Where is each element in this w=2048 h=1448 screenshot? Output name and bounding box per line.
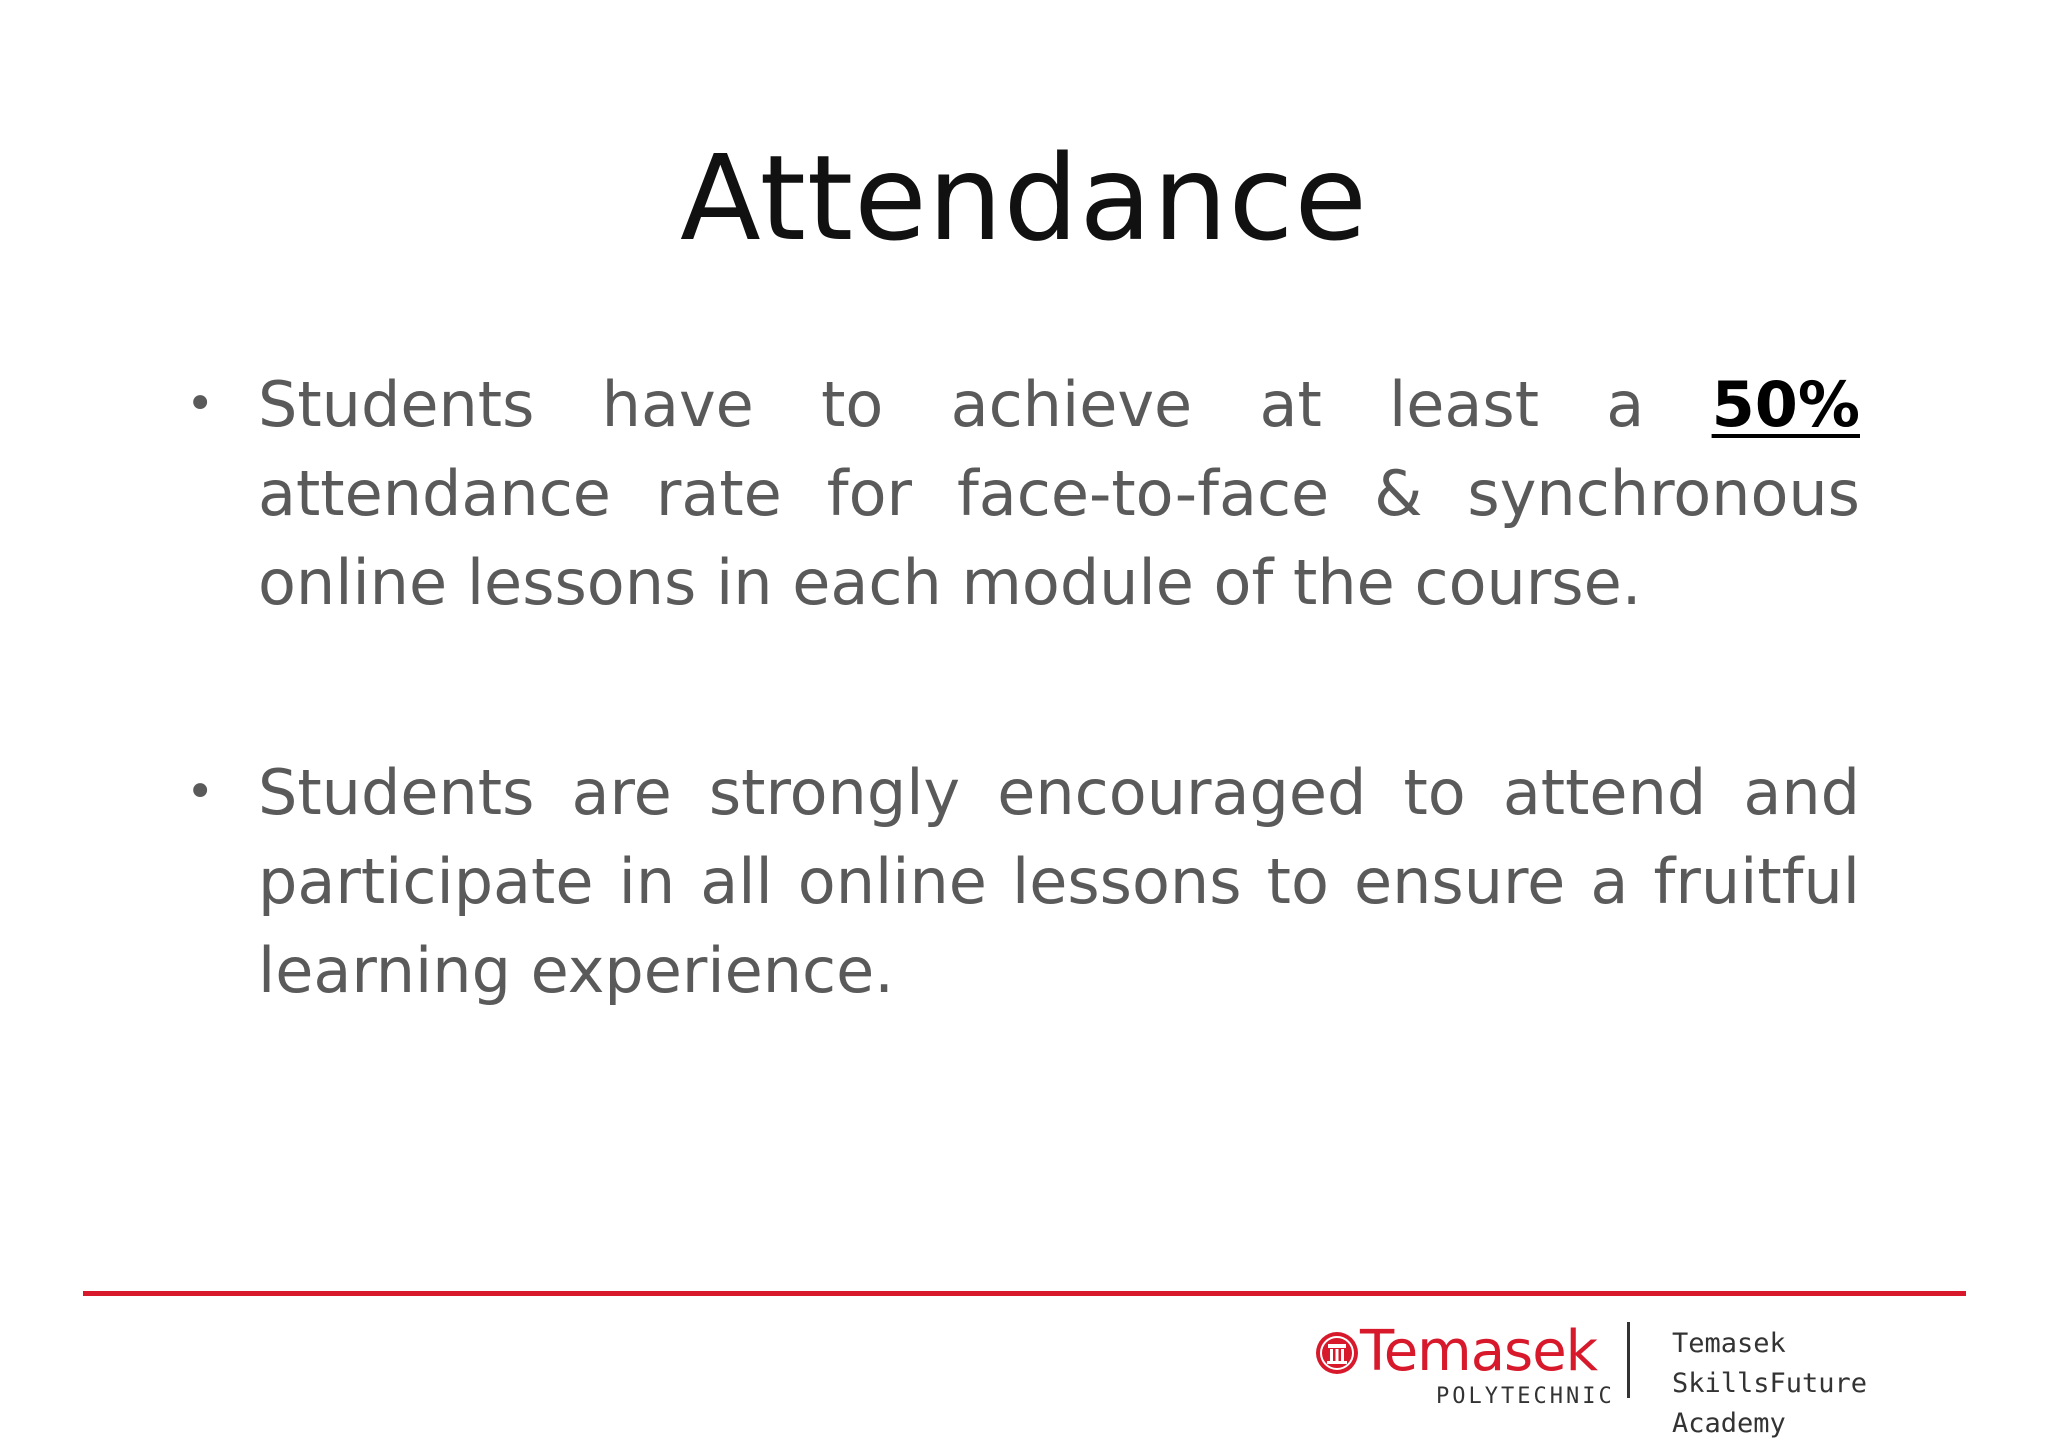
bullet-list [180, 360, 1860, 1015]
slide-title: Attendance [679, 129, 1369, 267]
bullet-text: Students are strongly encouraged to attend and participate in all online lessons to ensure a fruitful learning experience. [258, 756, 1860, 1007]
temasek-logo [1310, 1319, 1970, 1439]
bullet-marker: • [186, 376, 215, 432]
bullet-text-end: attendance rate for face-to-face & synchronous online lessons in each module of the course. [258, 457, 1860, 619]
attendance-percentage: 50% [1711, 368, 1860, 441]
bullet-item-participation [180, 748, 1860, 1015]
bullet-text-start: Students have to achieve at least a [258, 368, 1712, 441]
temasek-emblem-icon [1314, 1330, 1360, 1376]
academy-name: Temasek SkillsFuture Academy [1672, 1328, 1868, 1439]
footer-divider-line [83, 1291, 1966, 1296]
logo-divider [1627, 1322, 1630, 1398]
bullet-item-attendance-rate [180, 360, 1860, 627]
bullet-marker: • [186, 764, 215, 820]
logo-wordmark: Temasek [1360, 1319, 1598, 1384]
logo-subtitle: POLYTECHNIC [1436, 1384, 1615, 1409]
